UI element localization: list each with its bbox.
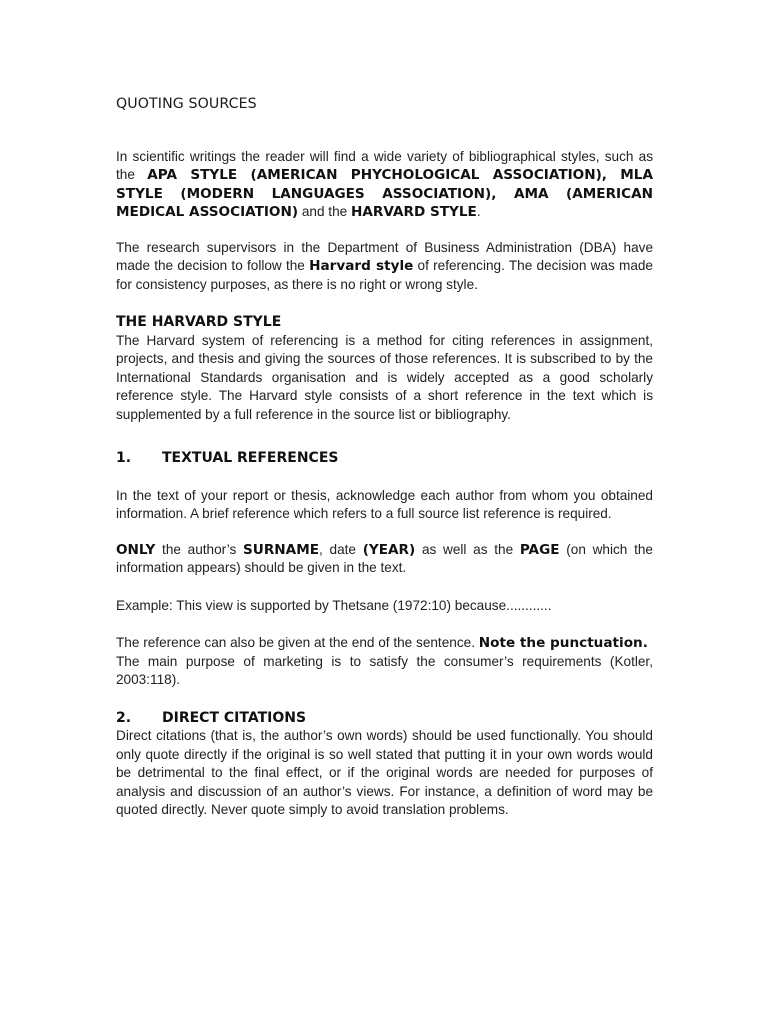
- intro-text-2: and the: [298, 204, 351, 220]
- only-text-3: as well as the: [415, 541, 520, 557]
- decision-text-1: The research supervisors in the Department of Business Administration (DBA) have made the decision to follow the: [116, 239, 653, 274]
- intro-text-3: .: [476, 204, 481, 220]
- document-title: QUOTING SOURCES: [116, 96, 257, 112]
- surname-bold: SURNAME: [243, 541, 320, 558]
- decision-text-2: of referencing. The decision was made for consistency purposes, as there is no right or wrong style.: [116, 258, 653, 292]
- only-text-1: the author’s: [155, 541, 243, 557]
- section-number: 2.: [116, 709, 132, 726]
- harvard-style-emphasis: Harvard style: [309, 258, 414, 275]
- textual-references-heading: [116, 449, 653, 468]
- only-text-2: , date: [319, 541, 363, 557]
- marketing-example: The main purpose of marketing is to satisfy the consumer’s requirements (Kotler, 2003:118).: [116, 653, 653, 688]
- intro-text-1: In scientific writings the reader will find a wide variety of bibliographical styles, such as the: [116, 148, 653, 183]
- harvard-style-bold: HARVARD STYLE: [351, 204, 477, 221]
- harvard-section-heading: THE HARVARD STYLE: [116, 314, 282, 331]
- year-bold: (YEAR): [362, 541, 416, 558]
- only-paragraph: [116, 541, 653, 578]
- direct-citations-body: Direct citations (that is, the author’s own words) should be used functionally. You should only quote directly if the original is so well stated that putting it in your own words would be detrimental to the final effect, or if the original words are needed for purposes of analysis and discussion of an author’s views. For instance, a definition of word may be quoted directly. Never quote simply to avoid translation problems.: [116, 728, 653, 818]
- styles-list: APA STYLE (AMERICAN PHYCHOLOGICAL ASSOCIATION), MLA STYLE (MODERN LANGUAGES ASSOCIATION), AMA (AMERICAN MEDICAL ASSOCIATION): [116, 167, 653, 221]
- section-number: 1.: [116, 450, 132, 467]
- page-bold: PAGE: [519, 541, 560, 558]
- section-title: DIRECT CITATIONS: [162, 709, 307, 726]
- direct-citations-heading: [116, 709, 653, 728]
- textual-intro-paragraph: In the text of your report or thesis, acknowledge each author from whom you obtained information. A brief reference which refers to a full source list reference is required.: [116, 487, 653, 522]
- only-text-4: (on which the information appears) should be given in the text.: [116, 541, 653, 576]
- end-reference-text: The reference can also be given at the end of the sentence.: [116, 635, 479, 651]
- section-title: TEXTUAL REFERENCES: [162, 450, 339, 467]
- harvard-section-body: The Harvard system of referencing is a method for citing references in assignment, projects, and thesis and giving the sources of those references. It is subscribed to by the International Standards organisation and is widely accepted as a good scholarly reference style. The Harvard style consists of a short reference in the text which is supplemented by a full reference in the source list or bibliography.: [116, 332, 653, 422]
- document-page: [116, 95, 653, 820]
- example-line: Example: This view is supported by Thetsane (1972:10) because............: [116, 597, 552, 613]
- end-reference-paragraph: [116, 634, 653, 653]
- intro-paragraph: [116, 148, 653, 222]
- note-punctuation-bold: Note the punctuation.: [478, 635, 648, 652]
- decision-paragraph: [116, 239, 653, 295]
- only-bold: ONLY: [116, 541, 156, 558]
